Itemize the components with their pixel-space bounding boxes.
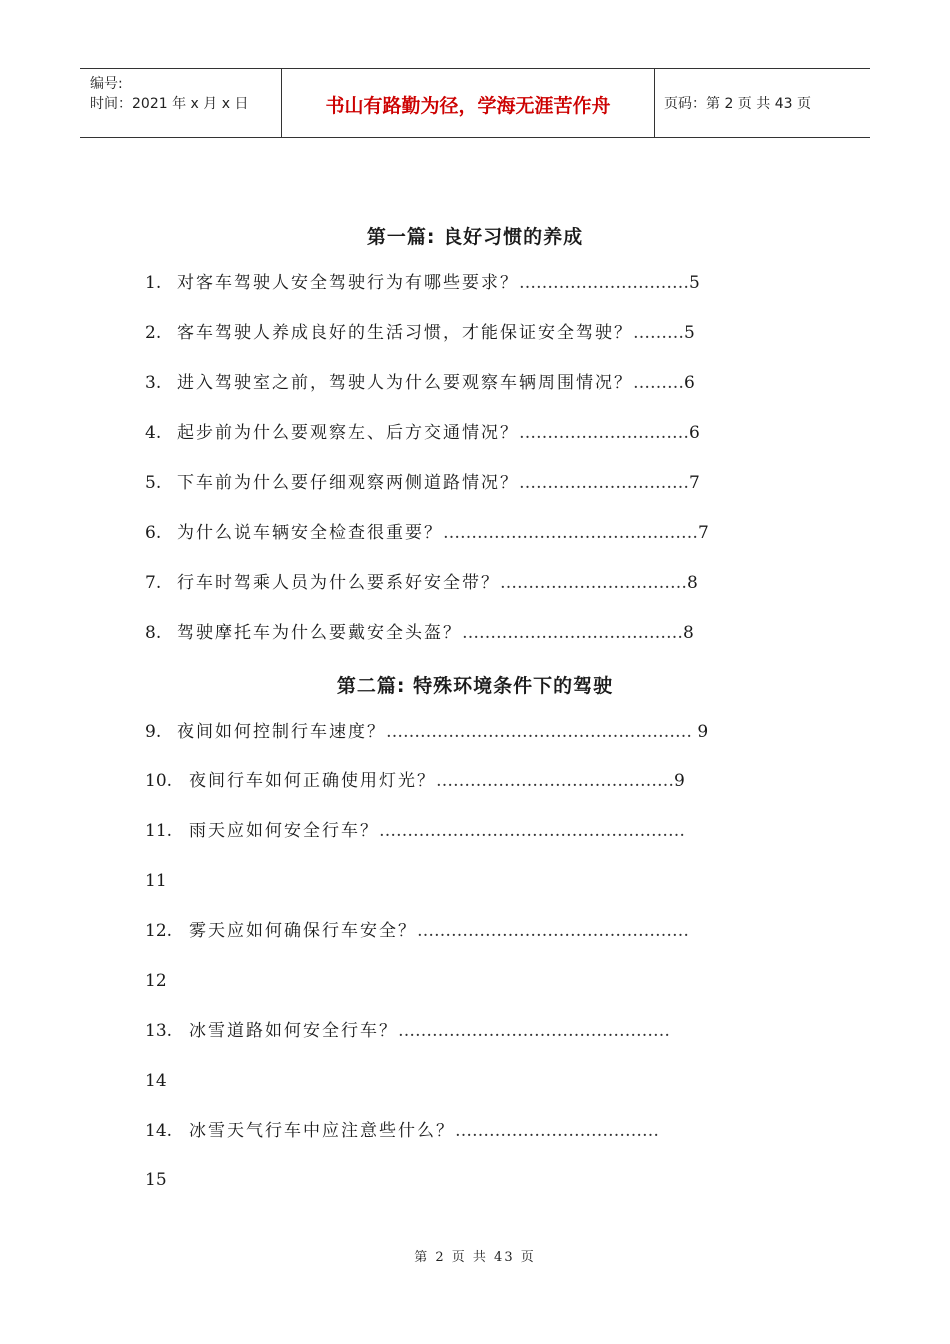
toc-leader: ………………………………… [462, 623, 683, 643]
toc-number: 5. [145, 473, 162, 493]
motto: 书山有路勤为径，学海无涯苦作舟 [325, 95, 611, 117]
toc-text: 为什么说车辆安全检查很重要？ [177, 523, 443, 543]
toc-leader: ………………………… [519, 423, 689, 443]
toc-page: 7 [698, 523, 709, 543]
toc-item[interactable] [145, 768, 805, 794]
toc-leader: ………………………… [519, 473, 689, 493]
toc-number: 14. [145, 1121, 173, 1141]
toc-page: 8 [687, 573, 698, 593]
toc-leader: ……………………………… [455, 1121, 659, 1141]
toc-number: 1. [145, 273, 162, 293]
date-label: 时间：2021 年 x 月 x 日 [90, 96, 249, 112]
toc-text: 下车前为什么要仔细观察两侧道路情况？ [177, 473, 519, 493]
toc-text: 驾驶摩托车为什么要戴安全头盔？ [177, 623, 462, 643]
toc-page: 12 [145, 971, 167, 991]
toc-page: 9 [674, 771, 685, 791]
toc-text: 冰雪天气行车中应注意些什么？ [189, 1121, 455, 1141]
toc-page: 14 [145, 1071, 167, 1091]
toc-leader: ………………………………………… [398, 1021, 670, 1041]
toc-text: 起步前为什么要观察左、后方交通情况？ [177, 423, 519, 443]
toc-item[interactable] [145, 370, 805, 396]
serial-label: 编号: [90, 76, 123, 92]
toc-leader: ……………………………………………… [386, 722, 698, 742]
toc-page: 7 [689, 473, 700, 493]
toc-item[interactable] [145, 620, 805, 646]
toc-leader: ………………………… [519, 273, 689, 293]
header-motto-cell [281, 69, 655, 137]
toc-leader: …………………………… [500, 573, 687, 593]
toc-number: 6. [145, 523, 162, 543]
toc-number: 7. [145, 573, 162, 593]
toc-item[interactable] [145, 1118, 805, 1144]
toc-leader: …………………………………… [436, 771, 674, 791]
toc-number: 11. [145, 821, 173, 841]
toc-number: 12. [145, 921, 173, 941]
page-info: 页码：第 2 页 共 43 页 [664, 96, 811, 112]
toc-item[interactable] [145, 470, 805, 496]
toc-text: 夜间如何控制行车速度？ [177, 722, 386, 742]
toc-leader: ……… [633, 323, 684, 343]
toc-item[interactable] [145, 520, 805, 546]
toc-item[interactable] [145, 1018, 805, 1044]
toc-item[interactable] [145, 570, 805, 596]
toc-text: 冰雪道路如何安全行车？ [189, 1021, 398, 1041]
toc-number: 10. [145, 771, 173, 791]
toc-page: 6 [689, 423, 700, 443]
toc-item[interactable] [145, 270, 805, 296]
toc-leader: ……………………………………… [443, 523, 698, 543]
toc-text: 雨天应如何安全行车？ [189, 821, 379, 841]
section-title: 第二篇: 特殊环境条件下的驾驶 [336, 675, 614, 697]
header-page-cell [654, 69, 870, 137]
toc-number: 8. [145, 623, 162, 643]
toc-page: 5 [689, 273, 700, 293]
toc-number: 9. [145, 722, 162, 742]
toc-leader: ……… [633, 373, 684, 393]
toc-item[interactable] [145, 719, 805, 745]
toc-page: 11 [145, 871, 167, 891]
toc-item[interactable] [145, 420, 805, 446]
document-header [80, 68, 870, 138]
toc-page: 9 [697, 722, 709, 742]
toc-text: 进入驾驶室之前，驾驶人为什么要观察车辆周围情况？ [177, 373, 633, 393]
toc-item[interactable] [145, 818, 805, 844]
toc-number: 4. [145, 423, 162, 443]
toc-number: 2. [145, 323, 162, 343]
toc-item[interactable] [145, 320, 805, 346]
toc-number: 3. [145, 373, 162, 393]
toc-text: 夜间行车如何正确使用灯光？ [189, 771, 436, 791]
toc-item[interactable] [145, 918, 805, 944]
section-title: 第一篇: 良好习惯的养成 [366, 226, 584, 248]
toc-text: 客车驾驶人养成良好的生活习惯，才能保证安全驾驶？ [177, 323, 633, 343]
toc-number: 13. [145, 1021, 173, 1041]
toc-page: 6 [684, 373, 695, 393]
header-meta-cell [80, 69, 280, 137]
toc-page: 8 [683, 623, 694, 643]
toc-page: 15 [145, 1170, 167, 1190]
toc-page: 5 [684, 323, 695, 343]
toc-leader: ……………………………………………… [379, 821, 685, 841]
page-footer: 第 2 页 共 43 页 [414, 1250, 536, 1265]
toc-text: 对客车驾驶人安全驾驶行为有哪些要求？ [177, 273, 519, 293]
toc-text: 行车时驾乘人员为什么要系好安全带？ [177, 573, 500, 593]
toc-leader: ………………………………………… [417, 921, 689, 941]
toc-text: 雾天应如何确保行车安全？ [189, 921, 417, 941]
